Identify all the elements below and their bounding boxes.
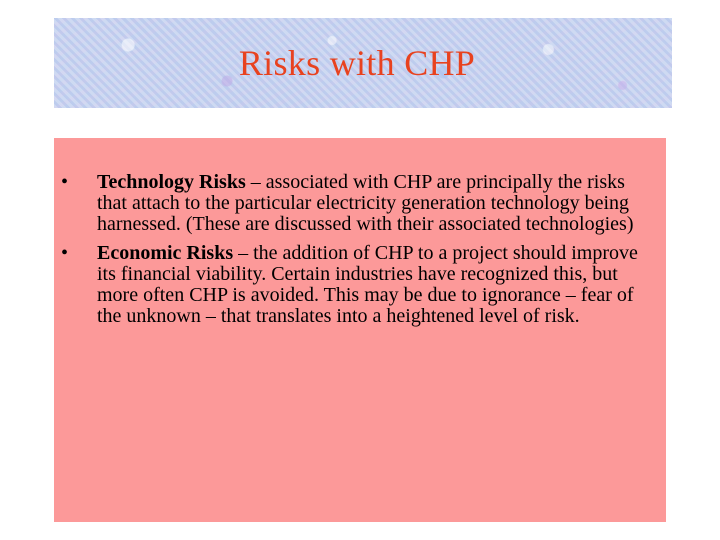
bullet-text-economic-risks: – the addition of CHP to a project should improve its financial viability. Certain industries have recognized this, but more often CHP is avoided. This may be due to ignorance – fear of the unknown – that translates into a heightened level of risk. [97, 242, 638, 327]
bullet-dot-icon: • [61, 171, 69, 193]
slide-title: Risks with CHP [238, 43, 476, 83]
bullet-label-economic-risks: Economic Risks [97, 242, 234, 264]
content-box [54, 138, 666, 522]
bullet-dot-icon: • [61, 242, 69, 264]
bullet-label-technology-risks: Technology Risks [97, 171, 246, 193]
bullet-text-technology-risks: – associated with CHP are principally the risks that attach to the particular electricity generation technology being harnessed. (These are discussed with their associated technologies) [97, 171, 634, 235]
bullet-item-economic-risks [54, 243, 666, 327]
bullet-item-technology-risks [54, 172, 666, 235]
bullet-list [54, 172, 666, 335]
title-banner [54, 18, 672, 108]
